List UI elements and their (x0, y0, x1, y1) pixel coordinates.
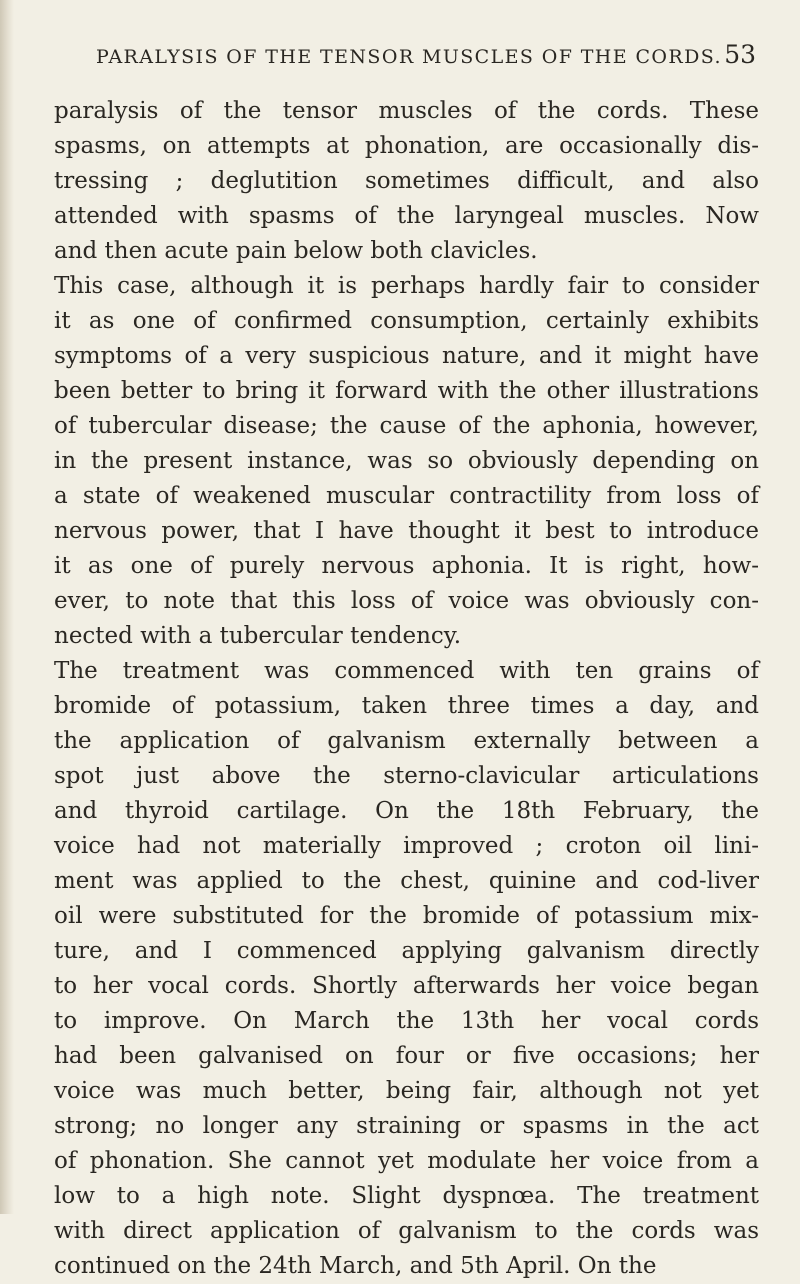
text-line: in the present instance, was so obviously depending on (54, 448, 759, 474)
text-line: of phonation. She cannot yet modulate her voice from a (54, 1148, 759, 1174)
text-line: with direct application of galvanism to the cords was (54, 1218, 759, 1244)
text-line: to her vocal cords. Shortly afterwards her voice began (54, 973, 759, 999)
text-line: been better to bring it forward with the other illustrations (54, 378, 759, 404)
text-line: tressing ; deglutition sometimes difficult, and also (54, 168, 759, 194)
text-line: bromide of potassium, taken three times a day, and (54, 693, 759, 719)
text-line: had been galvanised on four or five occasions; her (54, 1043, 759, 1069)
text-line: ment was applied to the chest, quinine and cod-liver (54, 868, 759, 894)
running-head: PARALYSIS OF THE TENSOR MUSCLES OF THE CORDS. (96, 46, 722, 68)
text-line: paralysis of the tensor muscles of the cords. These (54, 98, 759, 124)
page-spine-shadow (0, 0, 14, 1214)
text-line: it as one of purely nervous aphonia. It is right, how- (54, 553, 759, 579)
text-line: attended with spasms of the laryngeal muscles. Now (54, 203, 759, 229)
body-text (54, 94, 759, 1284)
text-line: symptoms of a very suspicious nature, and it might have (54, 343, 759, 369)
text-line: The treatment was commenced with ten grains of (54, 658, 759, 684)
text-line: oil were substituted for the bromide of potassium mix- (54, 903, 759, 929)
text-line: to improve. On March the 13th her vocal cords (54, 1008, 759, 1034)
text-line: ture, and I commenced applying galvanism directly (54, 938, 759, 964)
text-line: strong; no longer any straining or spasms in the act (54, 1113, 759, 1139)
text-line: spasms, on attempts at phonation, are occasionally dis- (54, 133, 759, 159)
text-line: continued on the 24th March, and 5th April. On the (54, 1253, 657, 1279)
text-line: of tubercular disease; the cause of the aphonia, however, (54, 413, 759, 439)
text-line: voice was much better, being fair, although not yet (54, 1078, 759, 1104)
page-header (96, 40, 756, 80)
text-line: low to a high note. Slight dyspnœa. The treatment (54, 1183, 759, 1209)
text-line: and thyroid cartilage. On the 18th February, the (54, 798, 759, 824)
text-line: nected with a tubercular tendency. (54, 623, 462, 649)
text-line: the application of galvanism externally between a (54, 728, 759, 754)
text-line: a state of weakened muscular contractility from loss of (54, 483, 759, 509)
text-line: ever, to note that this loss of voice was obviously con- (54, 588, 759, 614)
page-number: 53 (724, 40, 756, 69)
text-line: and then acute pain below both clavicles. (54, 238, 538, 264)
text-line: spot just above the sterno-clavicular articulations (54, 763, 759, 789)
text-line: it as one of confirmed consumption, certainly exhibits (54, 308, 759, 334)
text-line: voice had not materially improved ; croton oil lini- (54, 833, 759, 859)
text-line: This case, although it is perhaps hardly fair to consider (54, 273, 759, 299)
text-line: nervous power, that I have thought it best to introduce (54, 518, 759, 544)
